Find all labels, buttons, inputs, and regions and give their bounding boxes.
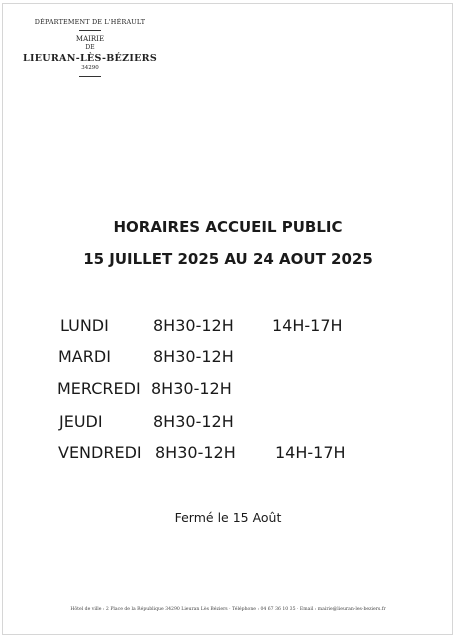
page-subtitle-dates: 15 JUILLET 2025 AU 24 AOUT 2025 <box>83 250 373 268</box>
morning-hours: 8H30-12H <box>155 443 236 462</box>
morning-hours: 8H30-12H <box>151 379 232 398</box>
postcode: 34290 <box>81 65 99 71</box>
mairie-label: MAIRIE <box>75 35 105 43</box>
day-label: VENDREDI <box>58 443 142 462</box>
morning-hours: 8H30-12H <box>153 347 234 366</box>
morning-hours: 8H30-12H <box>153 412 234 431</box>
footer-contact: Hôtel de ville : 2 Place de la République 34290 Lieuran Lès Béziers · Téléphone : 04 67 36 10 35 · Email : mairie@lieuran-les-beziers.fr <box>70 607 386 612</box>
morning-hours: 8H30-12H <box>153 316 234 335</box>
day-label: LUNDI <box>60 316 109 335</box>
afternoon-hours: 14H-17H <box>272 316 343 335</box>
de-label: DE <box>85 44 95 51</box>
town-name: LIEURAN-LÈS-BÉZIERS <box>23 53 157 64</box>
afternoon-hours: 14H-17H <box>275 443 346 462</box>
day-label: JEUDI <box>59 412 103 431</box>
department-name: DÉPARTEMENT DE L'HÉRAULT <box>34 18 146 26</box>
page-title: HORAIRES ACCUEIL PUBLIC <box>113 218 343 236</box>
closure-note: Fermé le 15 Août <box>174 510 282 525</box>
day-label: MARDI <box>58 347 111 366</box>
day-label: MERCREDI <box>57 379 141 398</box>
